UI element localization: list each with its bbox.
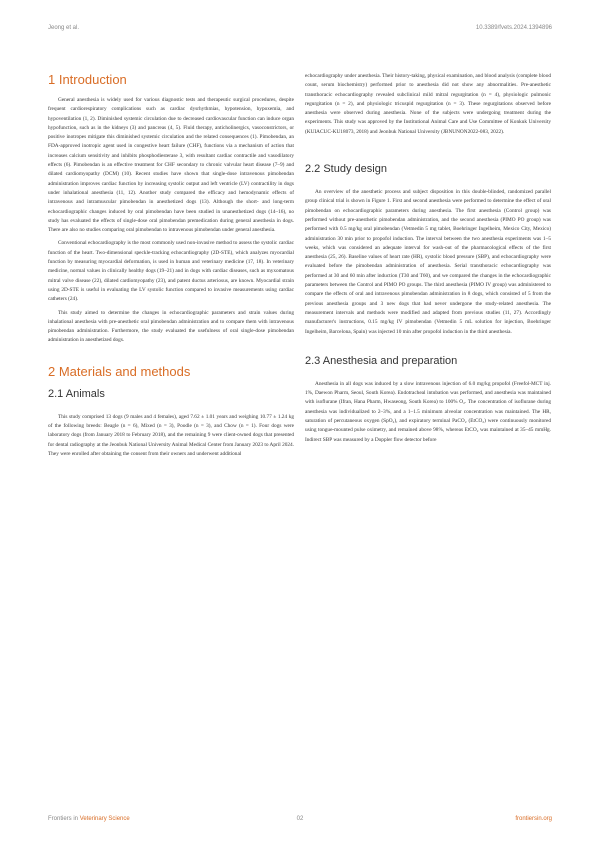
subsection-heading-animals: 2.1 Animals (48, 387, 105, 400)
page-number: 02 (296, 816, 304, 822)
animals-paragraph-1: This study comprised 13 dogs (9 males and 4 females), aged 7.62 ± 1.01 years and weighing 10.77 ± 1.24 kg of the following breeds: Beagle (n = 6), Mixed (n = 3), Poodle (n = 3), and Chow (n = 1). Four dogs were laboratory dogs (from January 2018 to February 2018), and the remaining 9 were client-owned dogs that presented for dental radiography at the Jeonbuk National University Animal Medical Center from January 2023 to April 2024. They were enrolled after obtaining the consent from their owners and underwent additional (48, 413, 294, 457)
right-column (305, 50, 551, 449)
section-heading-methods: 2 Materials and methods (48, 363, 191, 379)
animals-paragraph-continued: echocardiography under anesthesia. Their history-taking, physical examination, and blood analysis (complete blood count, serum biochemistry) performed prior to anesthesia did not show any abnormalities. Pre-anesthetic transthoracic echocardiography revealed subclinical mild mitral regurgitation (n = 4), physiologic pulmonic regurgitation (n = 2), and physiologic tricuspid regurgitation (n = 3). These regurgitations observed before anesthesia were observed during anesthesia. None of the subjects were undergoing treatment during the experiments. This study was approved by the Institutional Animal Care and Use Committee of Konkuk University (KUIACUC-KU18073, 2018) and Jeonbuk National University (JBNUNON2022-083, 2022). (305, 73, 551, 135)
doi-link[interactable]: 10.3389/fvets.2024.1394896 (475, 25, 552, 31)
site-link[interactable]: frontiersin.org (515, 816, 552, 822)
study-design-paragraph-1: An overview of the anesthetic process and subject disposition in this double-blinded, randomized parallel group clinical trial is shown in Figure 1. First and second anesthesia were performed to determine the effect of oral pimobendan on echocardiographic parameters during anesthesia. The first anesthesia (Control group) was performed without pre-anesthetic pimobendan administration, and the second anesthesia (PIMO PO group) was performed with 0.5 mg/kg oral pimobendan (Vetmedin 5 mg tablet, Boehringer Ingelheim, Mexico City, Mexico) administration 30 min prior to propofol induction. The interval between the two anesthesia experiments was 1–5 weeks, which was considered an adequate interval for wash-out of the pharmacological effects of the first anesthesia (25, 26). Baseline values of heart rate (HR), systolic blood pressure (SBP), and echocardiography were evaluated before the pimobendan administration of anesthesia. Serial transthoracic echocardiography was performed at 30 and 60 min after induction (T30 and T60), and we compared the changes in the echocardiographic parameters between the Control and PIMO PO groups. The third anesthesia (PIMO IV group) was administered to compare the effects of oral and intravenous pimobendan administration in 8 dogs, which consisted of 5 from the previous anesthesia groups and 3 new dogs that had never undergone the study-related anesthesia. The measurement intervals and methods were modified and adapted from previous studies (11, 27). Accordingly manufacturer's instructions, 0.15 mg/kg IV pimobendan (Vetmedin 5 mL solution for injection, Boehringer Ingelheim, Barcelona, Spain) was injected 10 min after propofol induction in the third anesthesia. (305, 189, 551, 335)
subsection-heading-study-design: 2.2 Study design (305, 163, 387, 176)
subsection-heading-anesthesia: 2.3 Anesthesia and preparation (305, 354, 458, 367)
intro-paragraph-1: General anesthesia is widely used for various diagnostic tests and therapeutic surgical procedures, despite frequent cardiorespiratory complications such as cardiac dysrhythmias, hypotension, hypoxemia, and hypoventilation (1, 2). Diminished systemic circulation due to decreased cardiovascular function can induce organ hypofunction, such as in the kidneys (3) and pancreas (4, 5). Fluid therapy, anticholinergics, vasoconstrictors, or positive inotropes mitigate this diminished systemic circulation and the related consequences (1). Pimobendan, an FDA-approved inotropic agent used in congestive heart failure (CHF), functions via a mechanism of action that increases calcium sensitivity and inhibits phosphodiesterase 3, with resultant cardiac contractile and vasodilatory effects (6). Pimobendan is an effective treatment for CHF secondary to chronic valvular heart disease (7–9) and dilated cardiomyopathy (DCM) (10). Recent studies have shown that single-dose intravenous pimobendan administration improves cardiac function by increasing systolic output and left ventricle (LV) contractility in dogs under inhalational anesthesia (11, 12). Another study compared the efficacy and hemodynamic effects of intravenous and intramuscular pimobendan in anesthetized dogs (13). Although the short- and long-term echocardiographic changes induced by oral pimobendan have been studied in unanesthetized dogs (14–16), no study has evaluated the effects of single-dose oral pimobendan premedication during general anesthesia in dogs. There are also no studies comparing oral pimobendan to intravenous pimobendan under general anesthesia. (48, 97, 294, 234)
page-footer (48, 816, 552, 828)
running-author: Jeong et al. (48, 25, 80, 31)
journal-name[interactable]: Frontiers in Veterinary Science (48, 816, 130, 822)
intro-paragraph-2: Conventional echocardiography is the most commonly used non-invasive method to assess the systolic cardiac function of the heart. Two-dimensional speckle-tracking echocardiography (2D-STE), which analyzes myocardial function by measuring myocardial deformation, is used in human and veterinary medicine (17, 18). In veterinary medicine, normal values in clinically healthy dogs (19–21) and in dogs with cardiac diseases, such as myxomatous mitral valve disease (22), dilated cardiomyopathy (23), and patent ductus arteriosus, are known. Myocardial strain using 2D-STE is useful in evaluating the LV systolic function compared to invasive measurements using cardiac catheters (24). (48, 240, 294, 303)
intro-paragraph-3: This study aimed to determine the changes in echocardiographic parameters and strain values during inhalational anesthesia with pre-anesthetic oral pimobendan administration and to compare them with intravenous pimobendan administration. Furthermore, the study evaluated the usefulness of oral single-dose pimobendan administration in anesthetized dogs. (48, 309, 294, 344)
left-column (48, 50, 294, 463)
section-heading-introduction: 1 Introduction (48, 72, 127, 87)
anesthesia-paragraph-1: Anesthesia in all dogs was induced by a slow intravenous injection of 6.0 mg/kg propofol (Freefol-MCT inj. 1%, Daewon Pharm, Seoul, South Korea). Endotracheal intubation was performed, and anesthesia was maintained with isoflurane (Ifran, Hana Pharm, Hwaseong, South Korea) to 100% O₂. The concentration of isoflurane during anesthesia was individualized to 2–3%, and a 1–1.5 minimum alveolar concentration was maintained. The HR, saturation of percutaneous oxygen (SpO₂), and expiratory terminal PaCO₂ (EtCO₂) were continuously monitored using tongue-mounted pulse oximetry, and remained above 98%, whereas EtCO₂ was maintained at 35–45 mmHg. Indirect SBP was measured by a Doppler flow detector before (305, 380, 551, 443)
page-header (48, 25, 552, 37)
